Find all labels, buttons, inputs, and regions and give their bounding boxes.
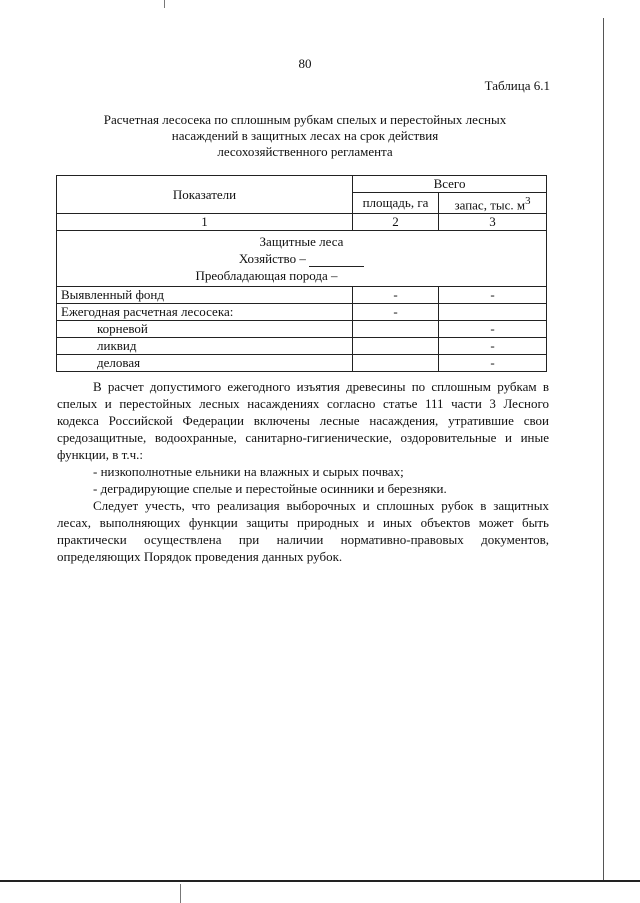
paragraph: В расчет допустимого ежегодного изъятия древесины по сплошным рубкам в спелых и перестойных лесных насаждениях согласно статье 111 части 3 Лесного кодекса Российской Федерации включены лесные насаждения, утратившие свои средозащитные, водоохранные, санитарно-гигиенические, оздоровительные и иные функции, в т.ч.: bbox=[57, 379, 549, 462]
table-label: Таблица 6.1 bbox=[484, 78, 550, 93]
paragraph: Следует учесть, что реализация выборочных и сплошных рубок в защитных лесах, выполняющих функции защиты природных и иных объектов может быть практически осуществлена при наличии нормативно-правовых документов, определяющих Порядок проведения данных рубок. bbox=[57, 498, 549, 564]
title-line: Расчетная лесосека по сплошным рубкам спелых и перестойных лесных bbox=[103, 112, 507, 127]
section-species: Преобладающая порода – bbox=[195, 268, 338, 284]
row-stock: - bbox=[439, 355, 547, 372]
row-label: корневой bbox=[57, 321, 353, 338]
section-farm-label: Хозяйство – bbox=[238, 251, 306, 267]
table-row bbox=[57, 321, 547, 338]
row-area bbox=[353, 338, 439, 355]
row-area bbox=[353, 355, 439, 372]
header-indicators: Показатели bbox=[57, 176, 353, 214]
header-stock bbox=[439, 193, 547, 214]
bullet-item: - деградирующие спелые и перестойные осинники и березняки. bbox=[93, 481, 447, 496]
page-number: 80 bbox=[298, 56, 312, 71]
column-number-row bbox=[57, 214, 547, 231]
table-title bbox=[40, 112, 570, 160]
scan-edge-bottom bbox=[0, 880, 640, 882]
section-title: Защитные леса bbox=[259, 234, 344, 250]
table-row bbox=[57, 338, 547, 355]
scan-edge-right bbox=[603, 18, 604, 880]
table-row bbox=[57, 355, 547, 372]
section-farm bbox=[57, 250, 546, 267]
bullet-item: - низкополнотные ельники на влажных и сырых почвах; bbox=[93, 464, 404, 479]
table-row bbox=[57, 304, 547, 321]
column-number: 2 bbox=[353, 214, 439, 231]
row-stock: - bbox=[439, 321, 547, 338]
row-label: Ежегодная расчетная лесосека: bbox=[57, 304, 353, 321]
table-row bbox=[57, 287, 547, 304]
row-label: деловая bbox=[57, 355, 353, 372]
column-number: 1 bbox=[57, 214, 353, 231]
body-text bbox=[57, 378, 549, 565]
section-header bbox=[57, 231, 547, 287]
header-row bbox=[57, 176, 547, 193]
row-stock: - bbox=[439, 338, 547, 355]
header-stock-label: запас, тыс. м bbox=[454, 197, 526, 213]
scan-mark-bottom bbox=[180, 884, 181, 903]
header-total: Всего bbox=[353, 176, 547, 193]
row-area: - bbox=[353, 304, 439, 321]
column-number: 3 bbox=[439, 214, 547, 231]
section-row bbox=[57, 231, 547, 287]
row-label: Выявленный фонд bbox=[57, 287, 353, 304]
title-line: насаждений в защитных лесах на срок действия bbox=[171, 128, 439, 143]
title-line: лесохозяйственного регламента bbox=[217, 144, 393, 159]
row-area: - bbox=[353, 287, 439, 304]
row-label: ликвид bbox=[57, 338, 353, 355]
row-stock: - bbox=[439, 287, 547, 304]
data-table bbox=[56, 175, 547, 372]
scan-mark-top bbox=[164, 0, 165, 8]
row-stock bbox=[439, 304, 547, 321]
header-stock-sup: 3 bbox=[525, 195, 531, 207]
farm-blank-line bbox=[309, 254, 364, 267]
header-area: площадь, га bbox=[353, 193, 439, 214]
row-area bbox=[353, 321, 439, 338]
